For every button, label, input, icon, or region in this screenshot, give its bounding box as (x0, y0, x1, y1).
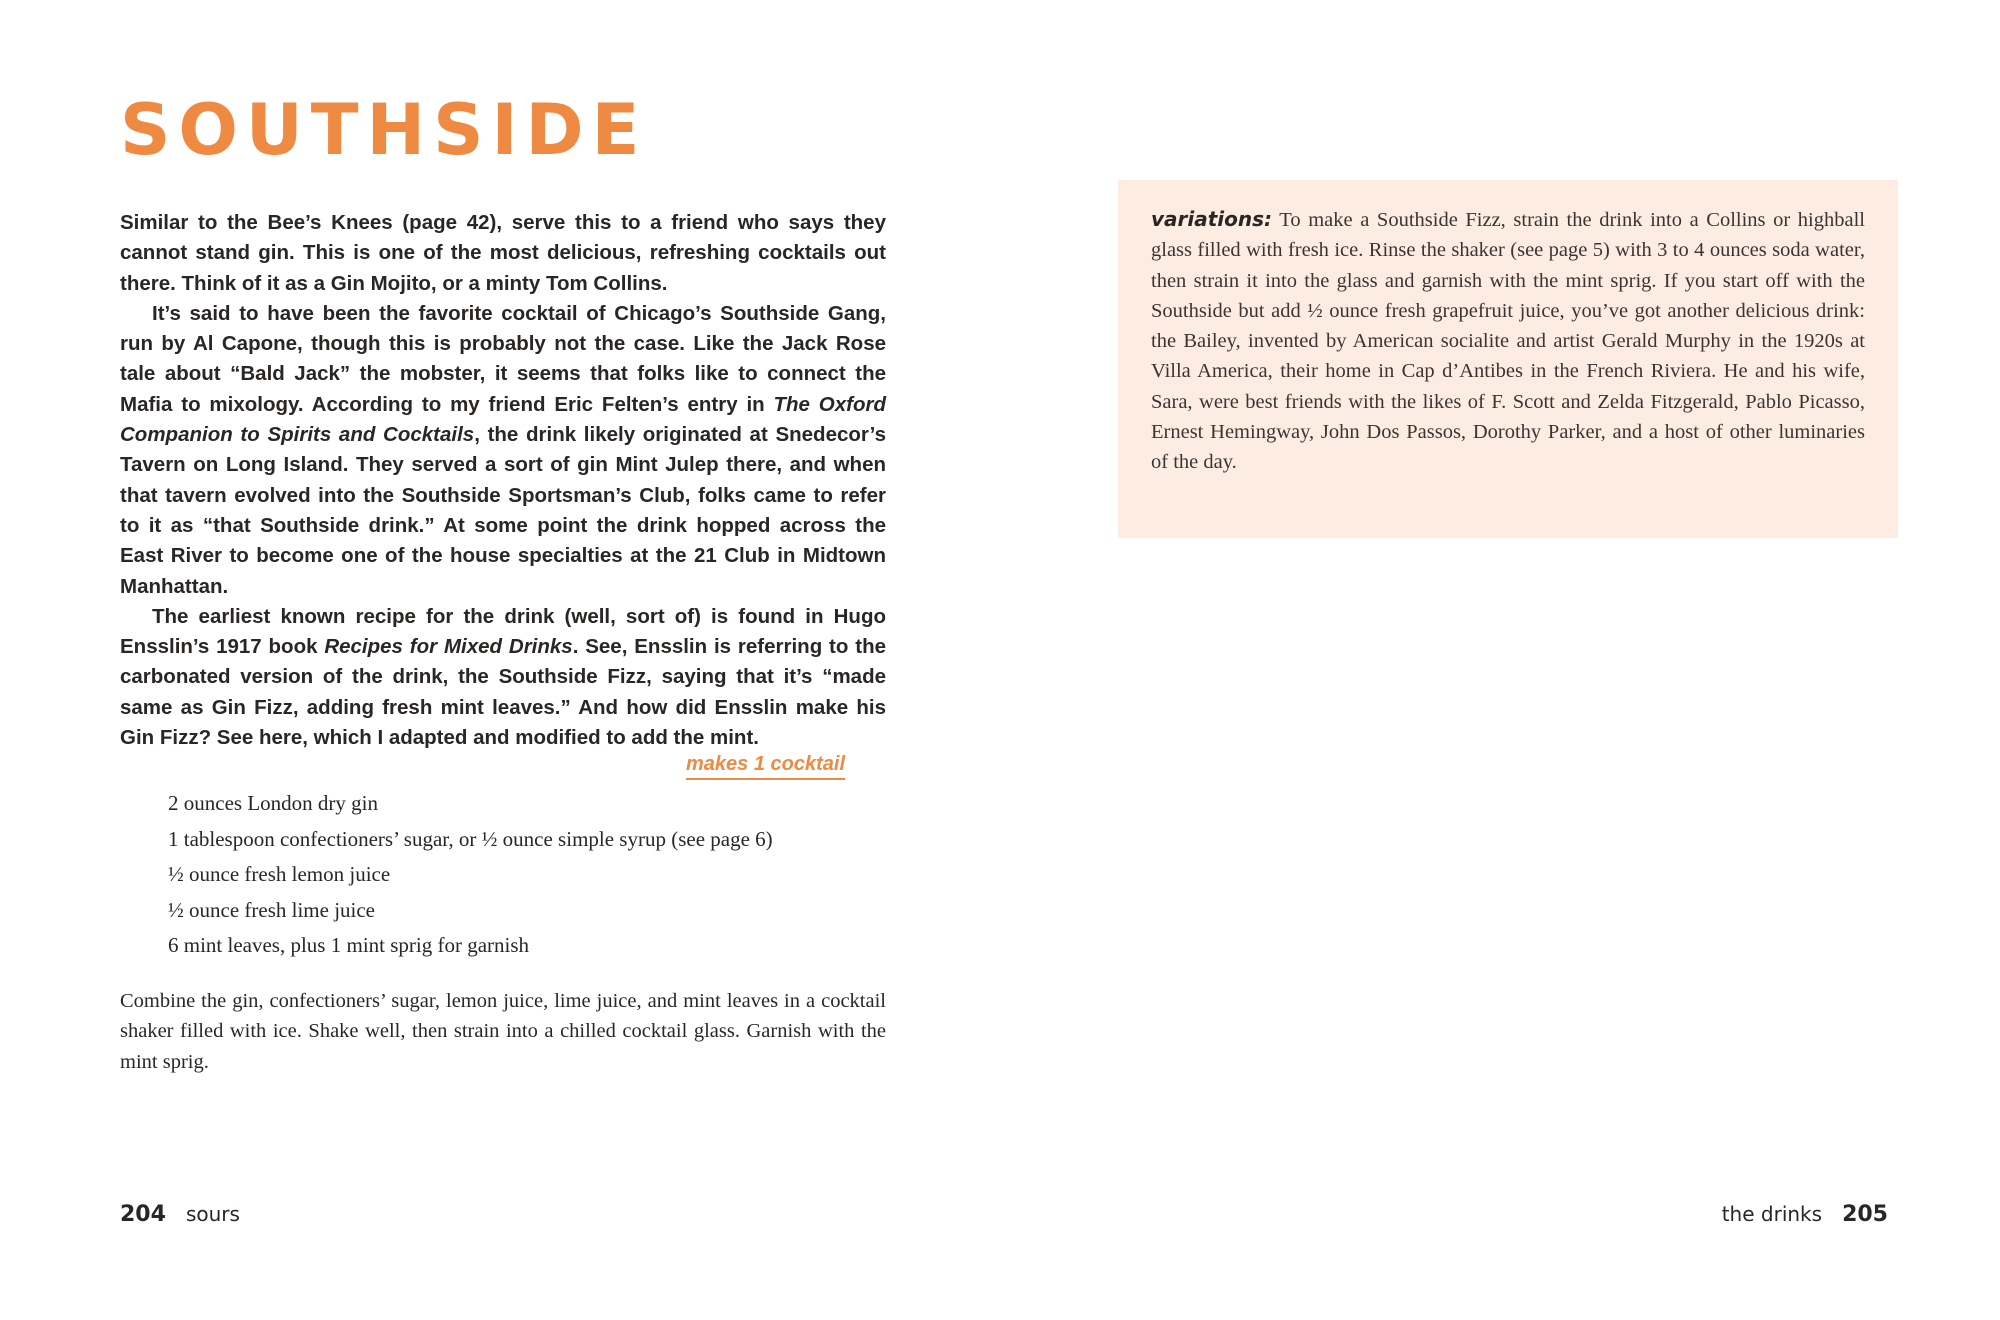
book-title: Recipes for Mixed Drinks (324, 635, 573, 659)
variations-sidebar (1118, 180, 1898, 538)
intro-text-span: . See, Ensslin is referring to the carbonated version of the drink, the Southside Fizz, saying that it’s “made same as Gin Fizz, adding fresh mint leaves.” And how did Ensslin make his Gin Fizz? See here, which I adapted and modified to add the mint. (120, 635, 886, 750)
variations-text (1151, 204, 1865, 478)
footer-left (120, 1202, 260, 1227)
intro-paragraph: Similar to the Bee’s Knees (page 42), serve this to a friend who says they cannot stand gin. This is one of the most delicious, refreshing cocktails out there. Think of it as a Gin Mojito, or a minty Tom Collins. (120, 211, 886, 295)
intro-text-span: The earliest known recipe for the drink (well, sort of) is found in Hugo Ensslin’s 1917 book (120, 604, 886, 659)
intro-paragraph (120, 602, 886, 753)
variations-body: To make a Southside Fizz, strain the drink into a Collins or highball glass filled with fresh ice. Rinse the shaker (see page 5) with 3 to 4 ounces soda water, then strain it into the glass and garnish with the mint sprig. If you start off with the Southside but add ½ ounce fresh grapefruit juice, you’ve got another delicious drink: the Bailey, invented by American socialite and artist Gerald Murphy in the 1920s at Villa America, their home in Cap d’Antibes in the French Riviera. He and his wife, Sara, were best friends with the likes of F. Scott and Zelda Fitzgerald, Pablo Picasso, Ernest Hemingway, John Dos Passos, Dorothy Parker, and a host of other luminaries of the day. (1151, 209, 1865, 474)
ingredient-item: ½ ounce fresh lime juice (168, 897, 376, 922)
section-name-left: sours (185, 1202, 240, 1226)
ingredient-item: 1 tablespoon confectioners’ sugar, or ½ ounce simple syrup (see page 6) (168, 826, 773, 851)
intro-text (120, 208, 886, 753)
page-title: SOUTHSIDE (120, 89, 648, 171)
footer-right (1702, 1202, 1888, 1227)
recipe-method: Combine the gin, confectioners’ sugar, lemon juice, lime juice, and mint leaves in a cocktail shaker filled with ice. Shake well, then strain into a chilled cocktail glass. Garnish with the mint sprig. (120, 990, 886, 1073)
ingredient-list (168, 786, 773, 964)
page-number-right: 205 (1842, 1202, 1888, 1227)
ingredient-item: ½ ounce fresh lemon juice (168, 862, 391, 886)
section-name-right: the drinks (1721, 1202, 1823, 1226)
book-title: The Oxford Companion to Spirits and Cocktails (120, 392, 886, 447)
intro-text-span: , the drink likely originated at Snedecor’s Tavern on Long Island. They served a sort of gin Mint Julep there, and when that tavern evolved into the Southside Sportsman’s Club, folks came to refer to it as “that Southside drink.” At some point the drink hopped across the East River to become one of the house specialties at the 21 Club in Midtown Manhattan. (120, 423, 886, 598)
variations-label: variations: (1151, 207, 1273, 231)
recipe-yield: makes 1 cocktail (686, 752, 845, 780)
ingredient-item: 2 ounces London dry gin (168, 791, 378, 815)
intro-text-span: It’s said to have been the favorite cocktail of Chicago’s Southside Gang, run by Al Capone, though this is probably not the case. Like the Jack Rose tale about “Bald Jack” the mobster, it seems that folks like to connect the Mafia to mixology. According to my friend Eric Felten’s entry in (120, 301, 886, 416)
page-number-left: 204 (120, 1202, 166, 1227)
intro-paragraph (120, 299, 886, 602)
ingredient-item: 6 mint leaves, plus 1 mint sprig for garnish (168, 933, 530, 957)
